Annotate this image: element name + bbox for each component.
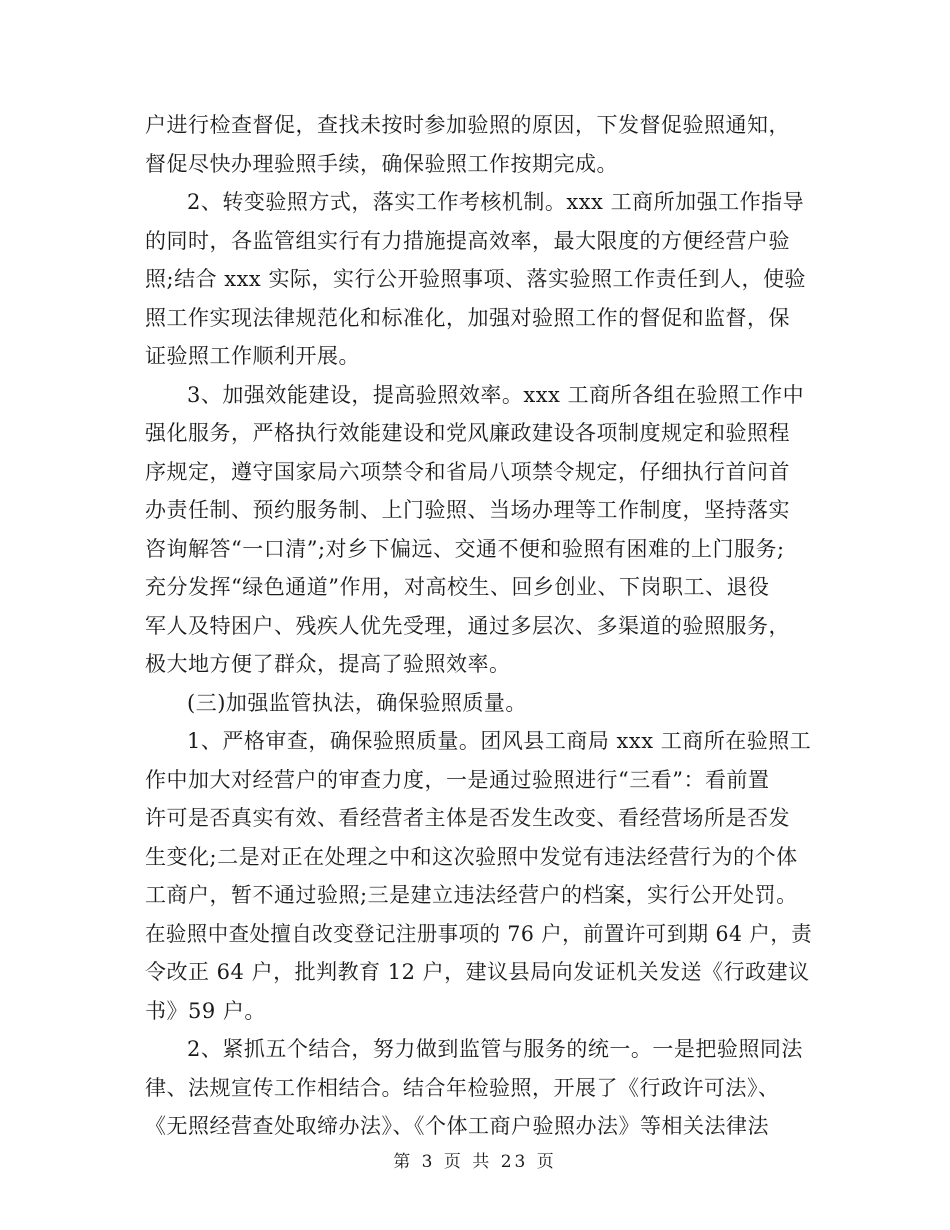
text-line: 的同时，各监管组实行有力措施提高效率，最大限度的方便经营户验 [145,229,790,253]
section-heading: (三)加强监管执法，确保验照质量。 [187,691,527,715]
text-line: 序规定，遵守国家局六项禁令和省局八项禁令规定，仔细执行首问首 [145,460,790,484]
text-line: 《无照经营查处取缔办法》、《个体工商户验照办法》等相关法律法 [145,1114,769,1138]
text-line: 律、法规宣传工作相结合。结合年检验照，开展了《行政许可法》、 [145,1076,780,1100]
text-line: 军人及特困户、残疾人优先受理，通过多层次、多渠道的验照服务， [145,614,790,638]
text-line: 充分发挥“绿色通道”作用，对高校生、回乡创业、下岗职工、退役 [145,575,770,599]
text-line: 办责任制、预约服务制、上门验照、当场办理等工作制度，坚持落实 [145,498,790,522]
text-line: 照;结合 xxx 实际，实行公开验照事项、落实验照工作责任到人，使验 [145,267,806,291]
text-line: 证验照工作顺利开展。 [145,344,360,368]
text-line: 督促尽快办理验照手续，确保验照工作按期完成。 [145,152,618,176]
text-line: 许可是否真实有效、看经营者主体是否发生改变、看经营场所是否发 [145,806,790,830]
text-line: 工商户，暂不通过验照;三是建立违法经营户的档案，实行公开处罚。 [145,883,798,907]
text-line: 强化服务，严格执行效能建设和党风廉政建设各项制度规定和验照程 [145,421,790,445]
text-line: 在验照中查处擅自改变登记注册事项的 76 户，前置许可到期 64 户，责 [145,922,813,946]
text-line: 3、加强效能建设，提高验照效率。xxx 工商所各组在验照工作中 [187,383,805,407]
text-line: 生变化;二是对正在处理之中和这次验照中发觉有违法经营行为的个体 [145,845,798,869]
text-line: 令改正 64 户，批判教育 12 户，建议县局向发证机关发送《行政建议 [145,960,810,984]
text-line: 照工作实现法律规范化和标准化，加强对验照工作的督促和监督，保 [145,306,790,330]
text-line: 2、紧抓五个结合，努力做到监管与服务的统一。一是把验照同法 [187,1037,803,1061]
page-footer: 第 3 页 共 23 页 [393,1152,557,1172]
text-line: 2、转变验照方式，落实工作考核机制。xxx 工商所加强工作指导 [187,190,805,214]
text-line: 书》59 户。 [145,999,266,1023]
text-line: 1、严格审查，确保验照质量。团风县工商局 xxx 工商所在验照工 [187,729,812,753]
text-line: 咨询解答“一口清”;对乡下偏远、交通不便和验照有困难的上门服务; [145,537,785,561]
text-line: 极大地方便了群众，提高了验照效率。 [145,652,511,676]
text-line: 户进行检查督促，查找未按时参加验照的原因，下发督促验照通知， [145,113,790,137]
text-line: 作中加大对经营户的审查力度，一是通过验照进行“三看”：看前置 [145,768,770,792]
